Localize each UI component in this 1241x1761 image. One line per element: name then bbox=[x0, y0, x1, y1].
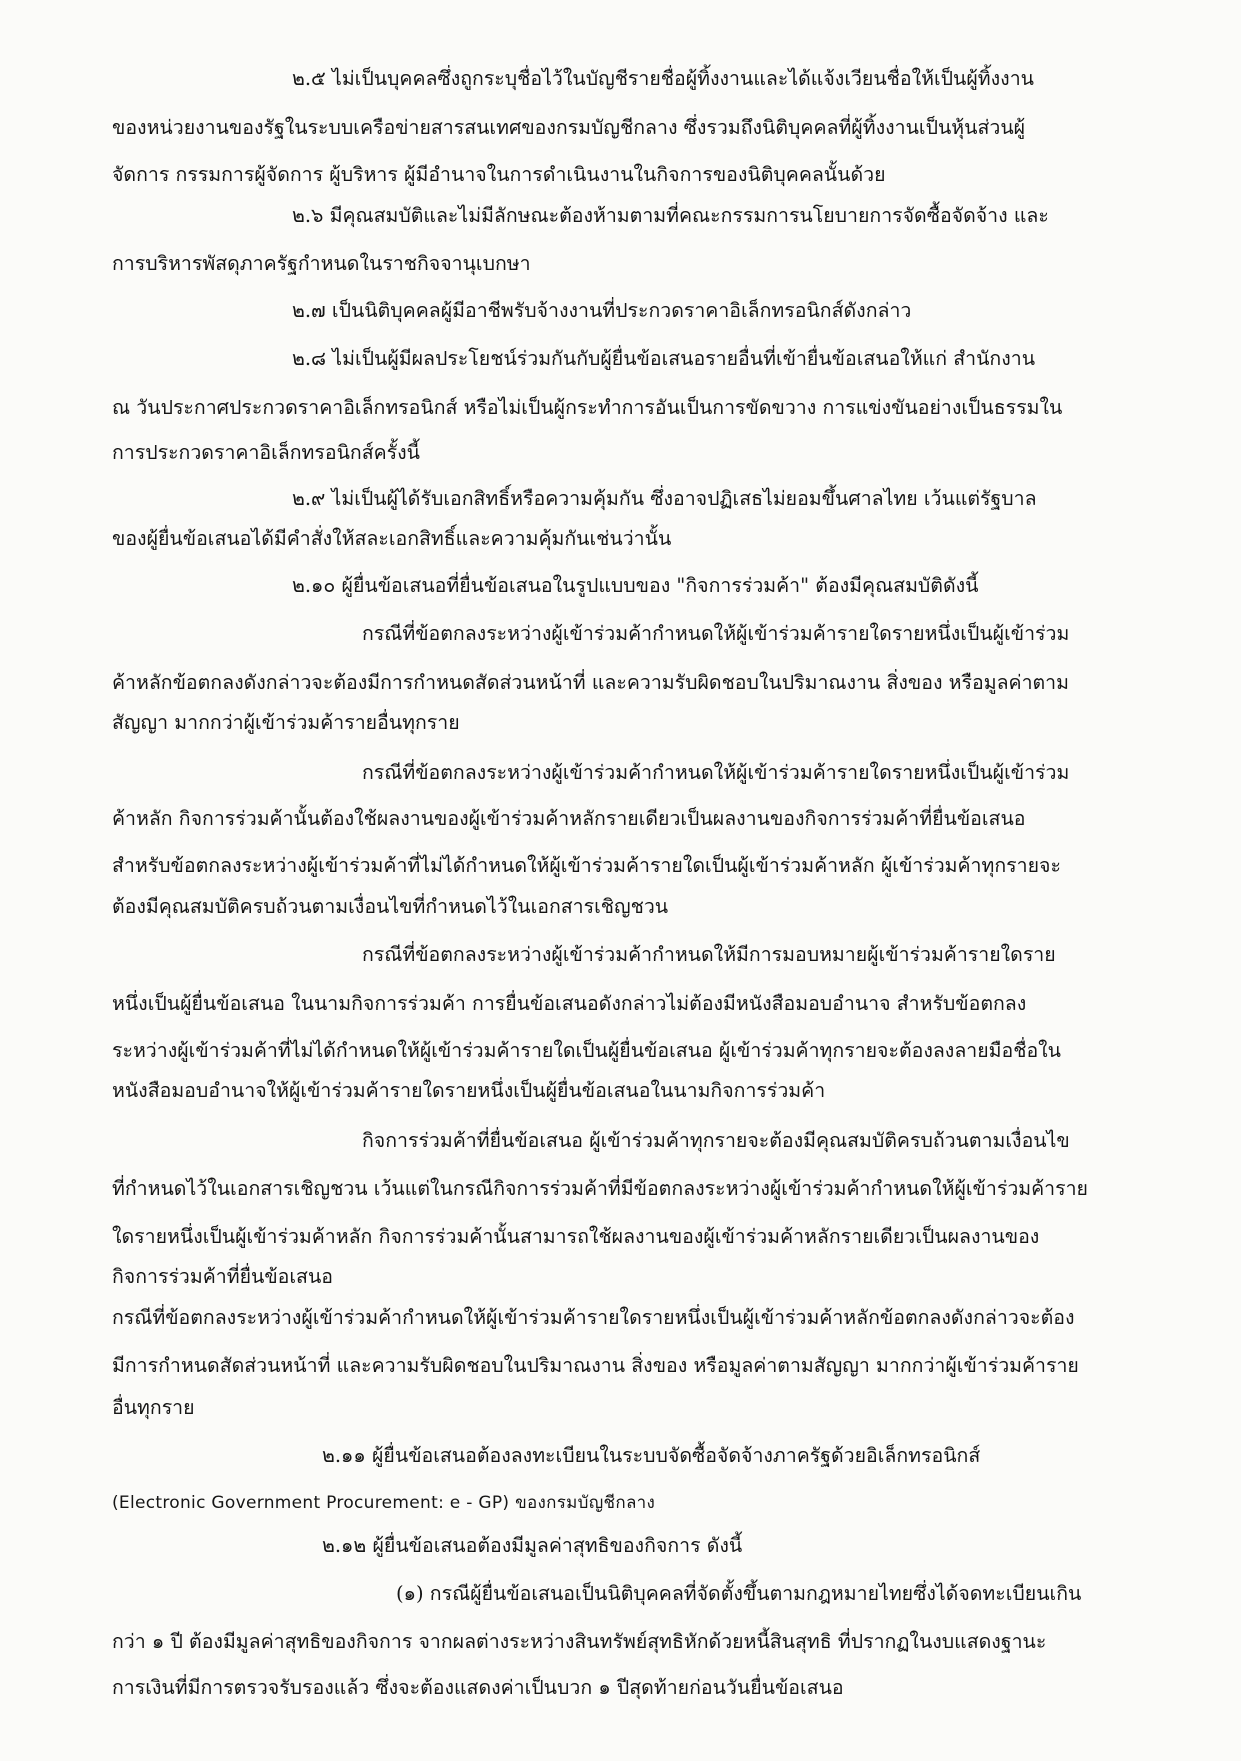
clause-2-9-line-2: ของผู้ยื่นข้อเสนอได้มีคำสั่งให้สละเอกสิทธิ์และความคุ้มกันเช่นว่านั้น bbox=[112, 527, 672, 550]
clause-2-6-line-1: ๒.๖ มีคุณสมบัติและไม่มีลักษณะต้องห้ามตามที่คณะกรรมการนโยบายการจัดซื้อจัดจ้าง และ bbox=[292, 204, 1049, 227]
clause-2-10-line-6: ค้าหลัก กิจการร่วมค้านั้นต้องใช้ผลงานของผู้เข้าร่วมค้าหลักรายเดียวเป็นผลงานของกิจการร่วมค้าที่ยื่นข้อเสนอ bbox=[112, 807, 1026, 830]
clause-2-10-line-15: ใดรายหนึ่งเป็นผู้เข้าร่วมค้าหลัก กิจการร่วมค้านั้นสามารถใช้ผลงานของผู้เข้าร่วมค้าหลักรายเดียวเป็นผลงานของ bbox=[112, 1225, 1040, 1248]
clause-2-7-line-1: ๒.๗ เป็นนิติบุคคลผู้มีอาชีพรับจ้างงานที่ประกวดราคาอิเล็กทรอนิกส์ดังกล่าว bbox=[292, 299, 912, 322]
clause-2-12-heading: ๒.๑๒ ผู้ยื่นข้อเสนอต้องมีมูลค่าสุทธิของกิจการ ดังนี้ bbox=[322, 1534, 743, 1557]
clause-2-10-line-2: กรณีที่ข้อตกลงระหว่างผู้เข้าร่วมค้ากำหนดให้ผู้เข้าร่วมค้ารายใดรายหนึ่งเป็นผู้เข้าร่วม bbox=[362, 622, 1070, 645]
clause-2-10-line-7: สำหรับข้อตกลงระหว่างผู้เข้าร่วมค้าที่ไม่ได้กำหนดให้ผู้เข้าร่วมค้ารายใดเป็นผู้เข้าร่วมค้าหลัก ผู้เข้าร่วมค้าทุกรายจะ bbox=[112, 854, 1061, 877]
clause-2-10-line-8: ต้องมีคุณสมบัติครบถ้วนตามเงื่อนไขที่กำหนดไว้ในเอกสารเชิญชวน bbox=[112, 895, 669, 918]
clause-2-5-line-2: ของหน่วยงานของรัฐในระบบเครือข่ายสารสนเทศของกรมบัญชีกลาง ซึ่งรวมถึงนิติบุคคลที่ผู้ทิ้งงานเป็นหุ้นส่วนผู้ bbox=[112, 116, 1026, 139]
clause-2-8-line-1: ๒.๘ ไม่เป็นผู้มีผลประโยชน์ร่วมกันกับผู้ยื่นข้อเสนอรายอื่นที่เข้ายื่นข้อเสนอให้แก่ สำนักงาน bbox=[292, 347, 1036, 370]
clause-2-5-line-3: จัดการ กรรมการผู้จัดการ ผู้บริหาร ผู้มีอำนาจในการดำเนินงานในกิจการของนิติบุคคลนั้นด้วย bbox=[112, 163, 886, 186]
clause-2-8-line-2: ณ วันประกาศประกวดราคาอิเล็กทรอนิกส์ หรือไม่เป็นผู้กระทำการอันเป็นการขัดขวาง การแข่งขันอย่างเป็นธรรมใน bbox=[112, 396, 1063, 419]
clause-2-10-line-12: หนังสือมอบอำนาจให้ผู้เข้าร่วมค้ารายใดรายหนึ่งเป็นผู้ยื่นข้อเสนอในนามกิจการร่วมค้า bbox=[112, 1079, 826, 1102]
clause-2-10-line-4: สัญญา มากกว่าผู้เข้าร่วมค้ารายอื่นทุกราย bbox=[112, 711, 460, 734]
clause-2-11-line-2: (Electronic Government Procurement: e - GP) ของกรมบัญชีกลาง bbox=[112, 1493, 656, 1513]
clause-2-12-item-1-line-1: (๑) กรณีผู้ยื่นข้อเสนอเป็นนิติบุคคลที่จัดตั้งขึ้นตามกฎหมายไทยซึ่งได้จดทะเบียนเกิน bbox=[396, 1582, 1082, 1605]
clause-2-10-line-17: กรณีที่ข้อตกลงระหว่างผู้เข้าร่วมค้ากำหนดให้ผู้เข้าร่วมค้ารายใดรายหนึ่งเป็นผู้เข้าร่วมค้าหลักข้อตกลงดังกล่าวจะต้อง bbox=[112, 1306, 1075, 1329]
clause-2-9-line-1: ๒.๙ ไม่เป็นผู้ได้รับเอกสิทธิ์หรือความคุ้มกัน ซึ่งอาจปฏิเสธไม่ยอมขึ้นศาลไทย เว้นแต่รัฐบาล bbox=[292, 487, 1037, 510]
clause-2-10-line-5: กรณีที่ข้อตกลงระหว่างผู้เข้าร่วมค้ากำหนดให้ผู้เข้าร่วมค้ารายใดรายหนึ่งเป็นผู้เข้าร่วม bbox=[362, 761, 1070, 784]
clause-2-6-line-2: การบริหารพัสดุภาครัฐกำหนดในราชกิจจานุเบกษา bbox=[112, 252, 531, 275]
clause-2-10-line-13: กิจการร่วมค้าที่ยื่นข้อเสนอ ผู้เข้าร่วมค้าทุกรายจะต้องมีคุณสมบัติครบถ้วนตามเงื่อนไข bbox=[362, 1129, 1070, 1152]
clause-2-10-line-9: กรณีที่ข้อตกลงระหว่างผู้เข้าร่วมค้ากำหนดให้มีการมอบหมายผู้เข้าร่วมค้ารายใดราย bbox=[362, 943, 1056, 966]
clause-2-12-item-1-line-2: กว่า ๑ ปี ต้องมีมูลค่าสุทธิของกิจการ จากผลต่างระหว่างสินทรัพย์สุทธิหักด้วยหนี้สินสุทธิ ที่ปรากฏในงบแสดงฐานะ bbox=[112, 1630, 1047, 1653]
clause-2-11-line-1: ๒.๑๑ ผู้ยื่นข้อเสนอต้องลงทะเบียนในระบบจัดซื้อจัดจ้างภาครัฐด้วยอิเล็กทรอนิกส์ bbox=[322, 1444, 981, 1467]
clause-2-10-line-18: มีการกำหนดสัดส่วนหน้าที่ และความรับผิดชอบในปริมาณงาน สิ่งของ หรือมูลค่าตามสัญญา มากกว่าผู้เข้าร่วมค้าราย bbox=[112, 1354, 1079, 1377]
clause-2-10-heading: ๒.๑๐ ผู้ยื่นข้อเสนอที่ยื่นข้อเสนอในรูปแบบของ "กิจการร่วมค้า" ต้องมีคุณสมบัติดังนี้ bbox=[292, 574, 979, 597]
clause-2-10-line-14: ที่กำหนดไว้ในเอกสารเชิญชวน เว้นแต่ในกรณีกิจการร่วมค้าที่มีข้อตกลงระหว่างผู้เข้าร่วมค้ากำหนดให้ผู้เข้าร่วมค้าราย bbox=[112, 1177, 1088, 1200]
clause-2-10-line-10: หนึ่งเป็นผู้ยื่นข้อเสนอ ในนามกิจการร่วมค้า การยื่นข้อเสนอดังกล่าวไม่ต้องมีหนังสือมอบอำนาจ สำหรับข้อตกลง bbox=[112, 992, 1027, 1015]
clause-2-12-item-1-line-3: การเงินที่มีการตรวจรับรองแล้ว ซึ่งจะต้องแสดงค่าเป็นบวก ๑ ปีสุดท้ายก่อนวันยื่นข้อเสนอ bbox=[112, 1676, 844, 1699]
clause-2-8-line-3: การประกวดราคาอิเล็กทรอนิกส์ครั้งนี้ bbox=[112, 441, 420, 464]
clause-2-10-line-19: อื่นทุกราย bbox=[112, 1396, 195, 1419]
clause-2-10-line-16: กิจการร่วมค้าที่ยื่นข้อเสนอ bbox=[112, 1265, 333, 1288]
clause-2-10-line-11: ระหว่างผู้เข้าร่วมค้าที่ไม่ได้กำหนดให้ผู้เข้าร่วมค้ารายใดเป็นผู้ยื่นข้อเสนอ ผู้เข้าร่วมค้าทุกรายจะต้องลงลายมือชื่อใน bbox=[112, 1039, 1062, 1062]
clause-2-5-line-1: ๒.๕ ไม่เป็นบุคคลซึ่งถูกระบุชื่อไว้ในบัญชีรายชื่อผู้ทิ้งงานและได้แจ้งเวียนชื่อให้เป็นผู้ทิ้งงาน bbox=[292, 67, 1034, 90]
clause-2-10-line-3: ค้าหลักข้อตกลงดังกล่าวจะต้องมีการกำหนดสัดส่วนหน้าที่ และความรับผิดชอบในปริมาณงาน สิ่งของ หรือมูลค่าตาม bbox=[112, 671, 1069, 694]
